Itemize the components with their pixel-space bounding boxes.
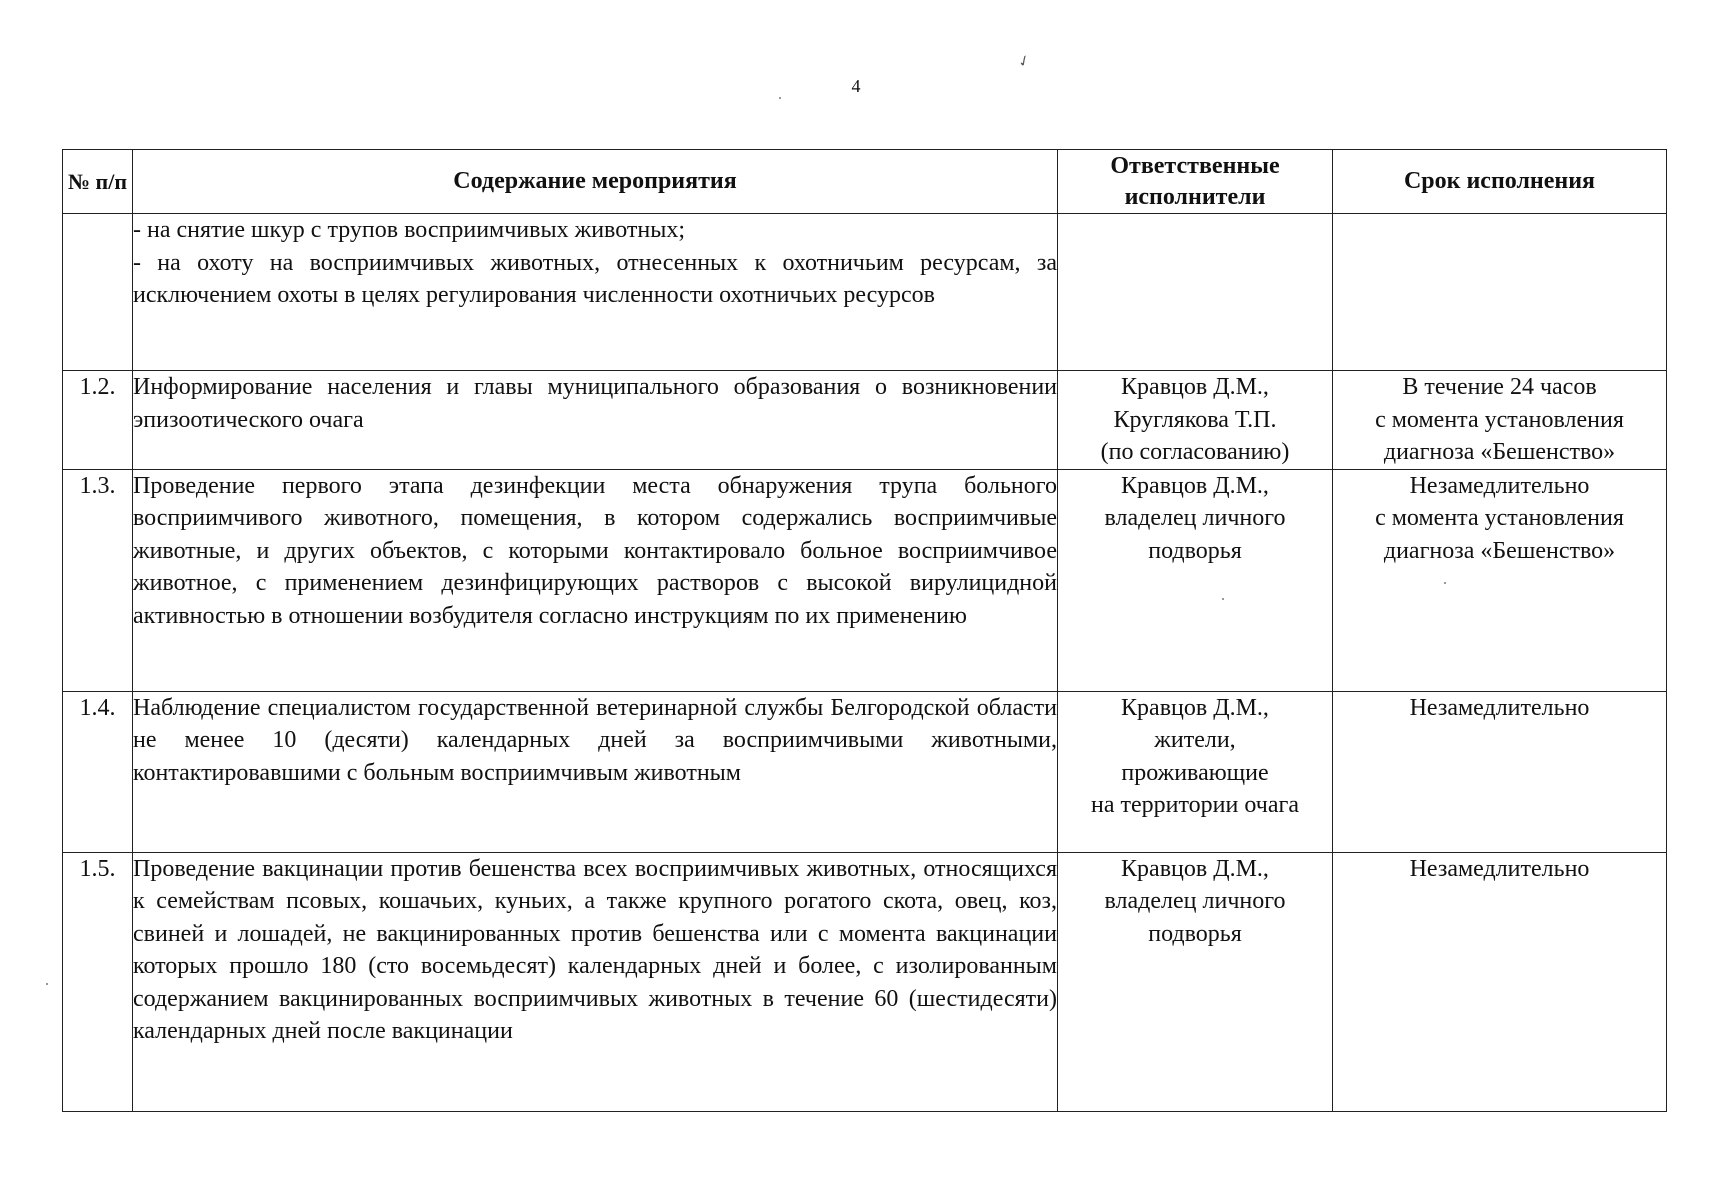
table-row bbox=[63, 691, 1667, 852]
responsible-line: подворья bbox=[1148, 537, 1242, 564]
table-row bbox=[63, 371, 1667, 470]
header-number: № п/п bbox=[63, 150, 133, 214]
row-deadline bbox=[1333, 691, 1667, 852]
table-header-row bbox=[63, 150, 1667, 214]
row-number: 1.3. bbox=[63, 469, 133, 691]
table-row bbox=[63, 214, 1667, 371]
table-row bbox=[63, 469, 1667, 691]
deadline-line: диагноза «Бешенство» bbox=[1383, 439, 1616, 465]
row-responsible bbox=[1058, 214, 1333, 371]
responsible-line: на территории очага bbox=[1091, 792, 1299, 818]
responsible-line: (по согласованию) bbox=[1100, 439, 1290, 465]
row-content bbox=[133, 691, 1058, 852]
header-content: Содержание мероприятия bbox=[133, 150, 1058, 214]
row-content bbox=[133, 852, 1058, 1111]
responsible-line: владелец личного bbox=[1104, 505, 1286, 531]
content-line: Проведение вакцинации против бешенства всех восприимчивых животных, относящихся к семействам псовых, кошачьих, куньих, а также крупного рогатого скота, овец, коз, свиней и лошадей, не вакцинированных против бешенства или с момента вакцинации которых прошло 180 (сто восемьдесят) календарных дней и более, с изолированным содержанием вакцинированных восприимчивых животных в течение 60 (шестидесяти) календарных дней после вакцинации bbox=[133, 855, 1057, 1044]
row-number: 1.2. bbox=[63, 371, 133, 470]
content-line: - на охоту на восприимчивых животных, отнесенных к охотничьим ресурсам, за исключением охоты в целях регулирования численности охотничьих ресурсов bbox=[133, 249, 1057, 308]
responsible-line: Кравцов Д.М., bbox=[1121, 855, 1269, 882]
row-responsible bbox=[1058, 691, 1333, 852]
page-number: 4 bbox=[851, 76, 861, 96]
scan-speck bbox=[46, 983, 48, 985]
deadline-line: с момента установления bbox=[1375, 406, 1624, 433]
responsible-line: жители, bbox=[1154, 727, 1236, 753]
row-content bbox=[133, 214, 1058, 371]
row-responsible bbox=[1058, 371, 1333, 470]
deadline-line: диагноза «Бешенство» bbox=[1383, 537, 1616, 564]
row-number bbox=[63, 214, 133, 371]
row-responsible bbox=[1058, 469, 1333, 691]
responsible-line: Кравцов Д.М., bbox=[1121, 472, 1269, 499]
deadline-line: Незамедлительно bbox=[1409, 472, 1590, 499]
deadline-line: с момента установления bbox=[1375, 505, 1624, 531]
row-content bbox=[133, 469, 1058, 691]
deadline-line: Незамедлительно bbox=[1409, 855, 1590, 882]
row-number: 1.5. bbox=[63, 852, 133, 1111]
row-content bbox=[133, 371, 1058, 470]
row-deadline bbox=[1333, 469, 1667, 691]
responsible-line: проживающие bbox=[1121, 759, 1269, 786]
header-responsible: Ответственные исполнители bbox=[1058, 150, 1333, 214]
responsible-line: Кравцов Д.М., bbox=[1121, 374, 1269, 400]
content-line: Наблюдение специалистом государственной ветеринарной службы Белгородской области не менее 10 (десяти) календарных дней за восприимчивыми животными, контактировавшими с больным восприимчивым животным bbox=[133, 694, 1057, 786]
row-number: 1.4. bbox=[63, 691, 133, 852]
content-line: Проведение первого этапа дезинфекции места обнаружения трупа больного восприимчивого животного, помещения, в котором содержались восприимчивые животные, и других объектов, с которыми контактировало больное восприимчивое животное, с применением дезинфицирующих растворов с высокой вирулицидной активностью в отношении возбудителя согласно инструкциям по их применению bbox=[133, 472, 1057, 629]
table-row bbox=[63, 852, 1667, 1111]
pen-check-mark: ✓ bbox=[1015, 52, 1034, 72]
row-deadline bbox=[1333, 371, 1667, 470]
responsible-line: владелец личного bbox=[1104, 888, 1286, 914]
row-deadline bbox=[1333, 852, 1667, 1111]
scan-speck bbox=[779, 97, 781, 99]
measures-table bbox=[62, 149, 1667, 1112]
content-line: Информирование населения и главы муниципального образования о возникновении эпизоотического очага bbox=[133, 374, 1057, 433]
deadline-line: Незамедлительно bbox=[1409, 694, 1590, 721]
header-deadline: Срок исполнения bbox=[1333, 150, 1667, 214]
responsible-line: Кравцов Д.М., bbox=[1121, 694, 1269, 721]
responsible-line: подворья bbox=[1148, 920, 1242, 947]
responsible-line: Круглякова Т.П. bbox=[1113, 406, 1277, 433]
row-responsible bbox=[1058, 852, 1333, 1111]
deadline-line: В течение 24 часов bbox=[1402, 374, 1597, 400]
content-line: - на снятие шкур с трупов восприимчивых животных; bbox=[133, 217, 686, 243]
row-deadline bbox=[1333, 214, 1667, 371]
